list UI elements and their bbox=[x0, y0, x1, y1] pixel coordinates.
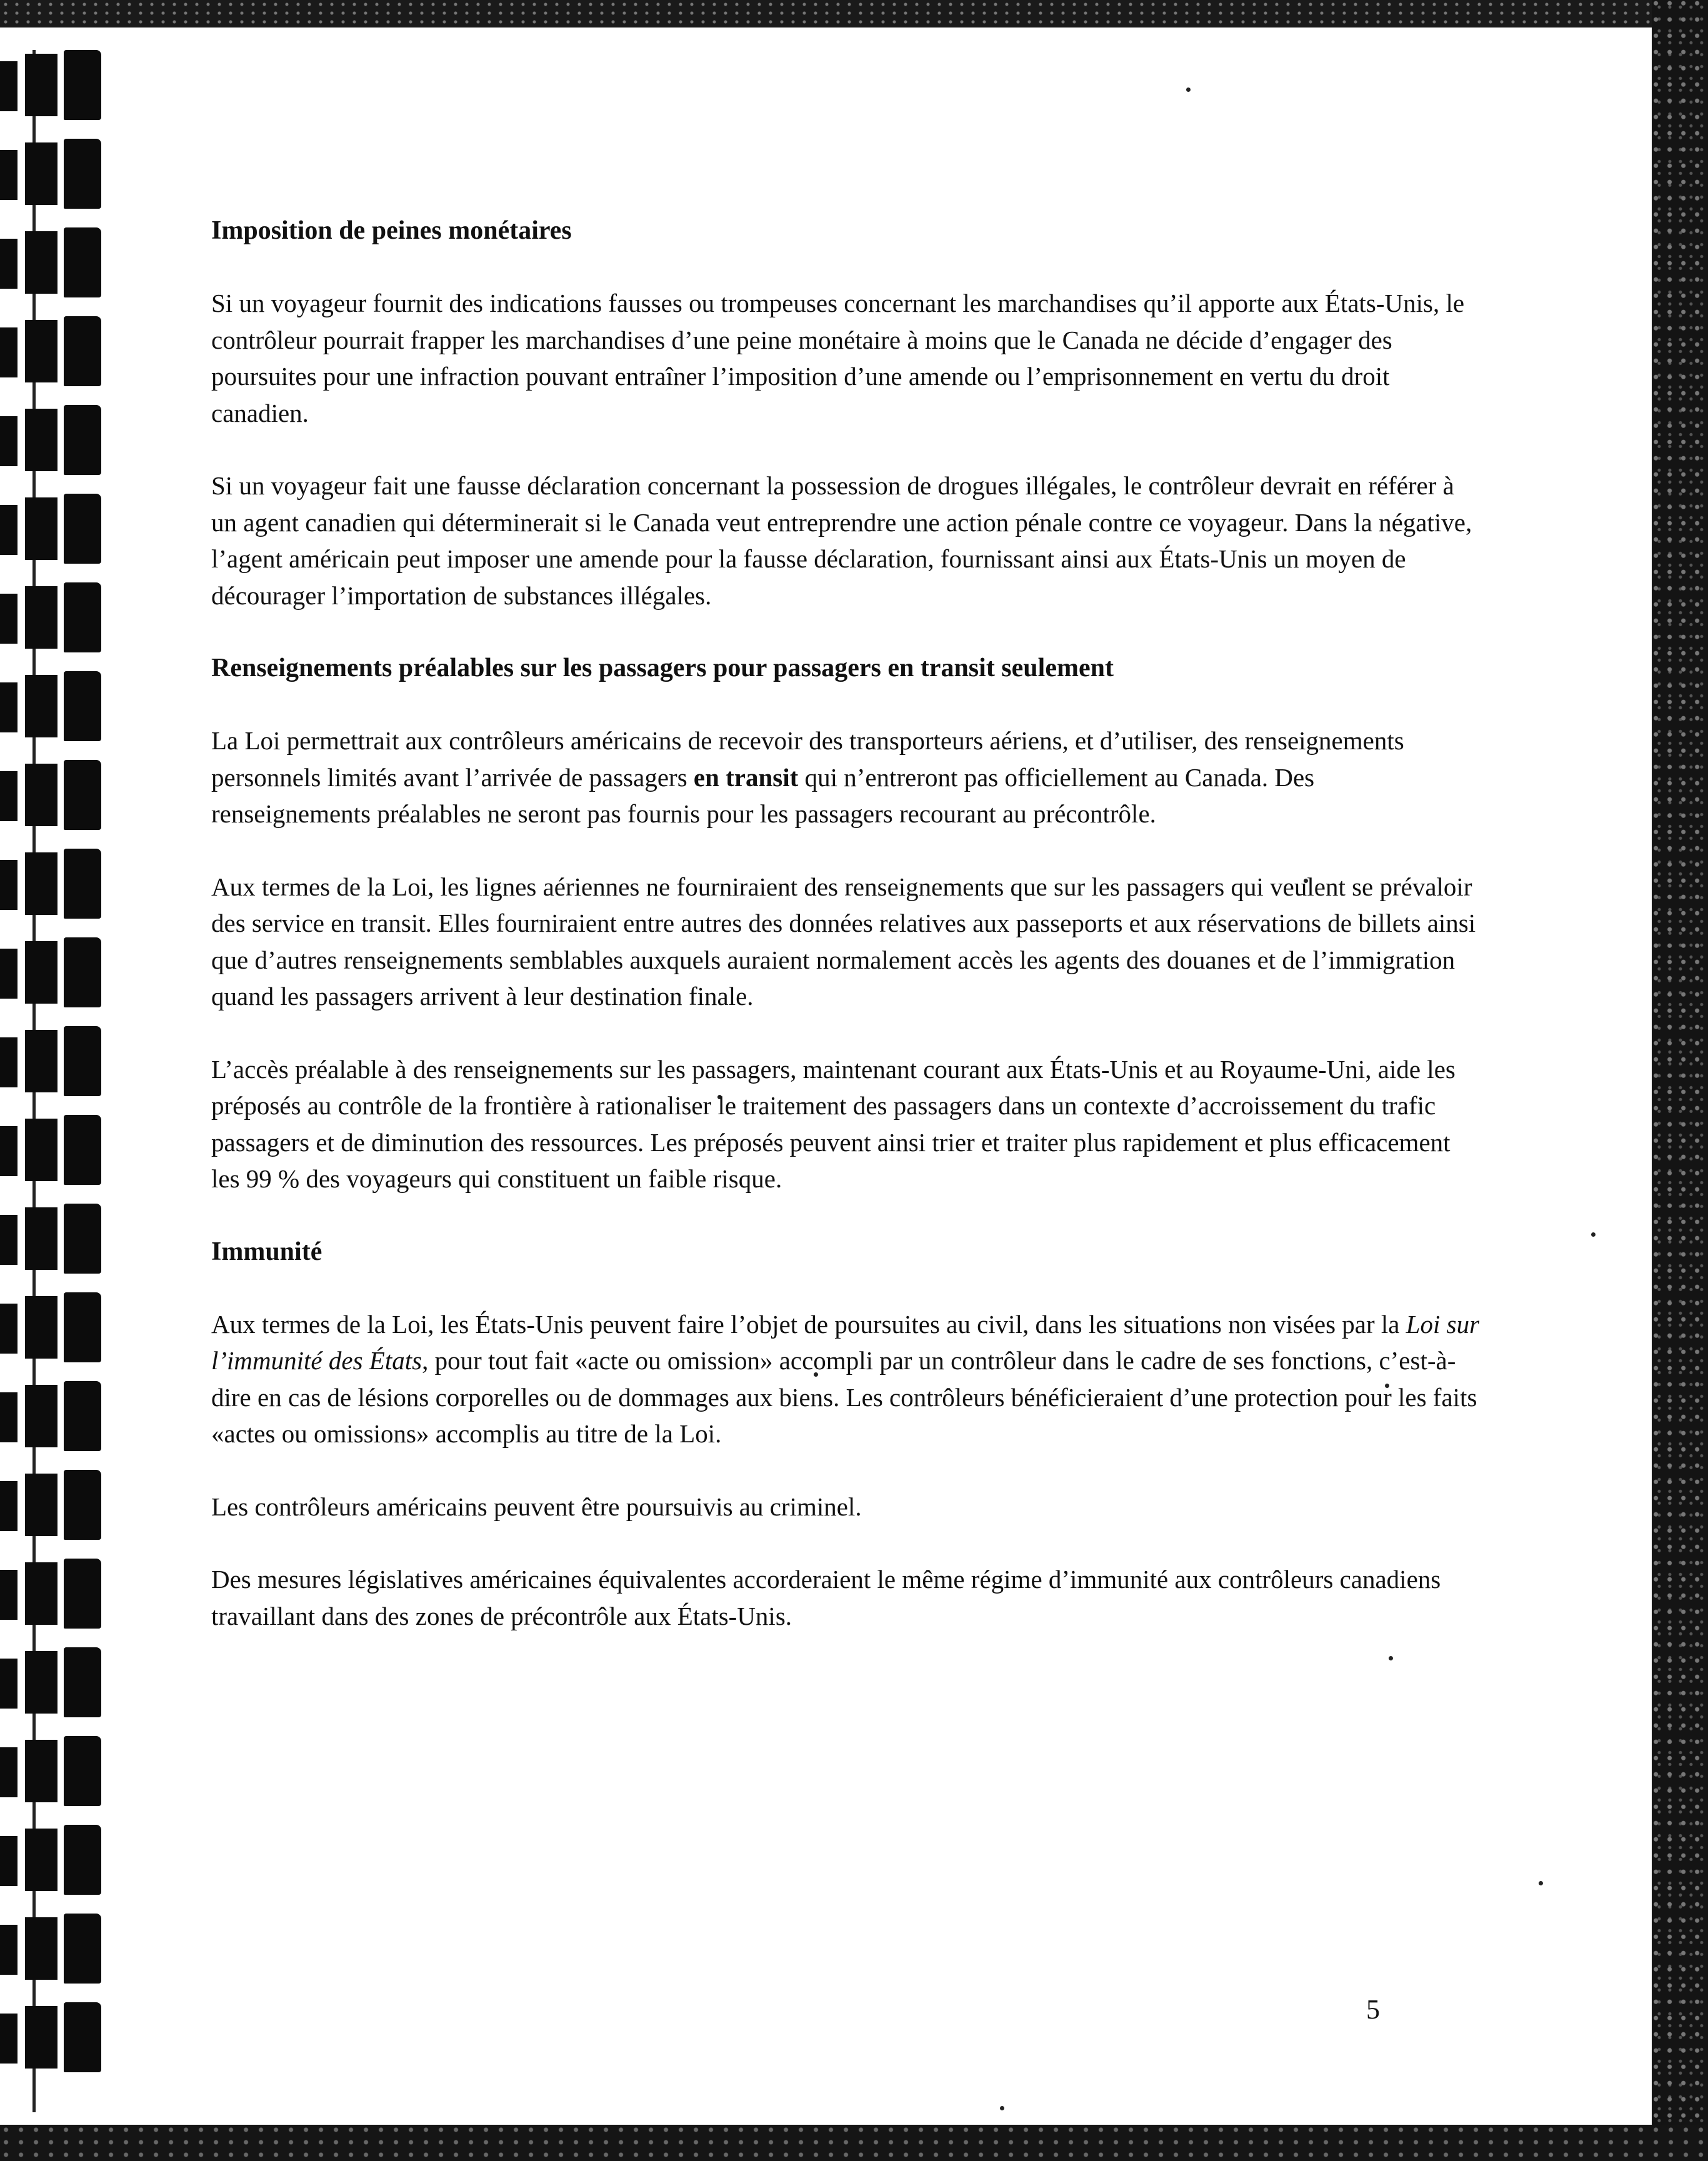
binding-ring bbox=[0, 1381, 106, 1451]
binding-ring bbox=[0, 1292, 106, 1362]
binding-ring bbox=[0, 1026, 106, 1096]
emphasis-bold: en transit bbox=[693, 762, 799, 792]
binding-ring bbox=[0, 760, 106, 830]
binding-ring bbox=[0, 1115, 106, 1185]
binding-ring bbox=[0, 1559, 106, 1629]
paragraph: Les contrôleurs américains peuvent être poursuivis au criminel. bbox=[211, 1492, 862, 1521]
binding-ring bbox=[0, 1914, 106, 1984]
binding-ring bbox=[0, 1825, 106, 1895]
binding-ring bbox=[0, 937, 106, 1007]
binding-ring bbox=[0, 227, 106, 297]
scan-border-bottom bbox=[0, 2125, 1708, 2161]
binding-ring bbox=[0, 316, 106, 386]
binding-ring bbox=[0, 1470, 106, 1540]
scan-speck bbox=[1539, 1881, 1543, 1885]
binding-ring bbox=[0, 1204, 106, 1274]
binding-ring bbox=[0, 139, 106, 209]
paragraph-text: Aux termes de la Loi, les États-Unis peuvent faire l’objet de poursuites au civil, dans les situations non visées par la bbox=[211, 1309, 1406, 1339]
binding-ring bbox=[0, 1647, 106, 1717]
scan-border-top bbox=[0, 0, 1708, 27]
paragraph-text: , pour tout fait «acte ou omission» accompli par un contrôleur dans le cadre de ses fonctions, c’est-à-dire en cas de lésions corporelles ou de dommages aux biens. Les contrôleurs bénéficieraient d’une protection pour les faits «actes ou omissions» accomplis au titre de la Loi. bbox=[211, 1346, 1477, 1448]
paragraph: Si un voyageur fournit des indications fausses ou trompeuses concernant les marchandises qu’il apporte aux États-Unis, le contrôleur pourrait frapper les marchandises d’une peine monétaire à moins que le Canada ne décide d’engager des poursuites pour une infraction pouvant entraîner l’imposition d’une amende ou l’emprisonnement en vertu du droit canadien. bbox=[211, 289, 1465, 427]
binding-ring bbox=[0, 494, 106, 564]
binding-ring bbox=[0, 2002, 106, 2072]
section-immunity bbox=[211, 1234, 1480, 1635]
paragraph: Aux termes de la Loi, les lignes aériennes ne fourniraient des renseignements que sur les passagers qui veulent se prévaloir des service en transit. Elles fourniraient entre autres des données relatives aux passeports et aux réservations de billets ainsi que d’autres renseignements semblables auxquels auraient normalement accès les agents des douanes et de l’immigration quand les passagers arrivent à leur destination finale. bbox=[211, 872, 1476, 1011]
binding-ring bbox=[0, 1736, 106, 1806]
paragraph-text: qui n’entreront pas officiellement au Canada. Des renseignements préalables ne seront pas fournis pour les passagers recourant au précontrôle. bbox=[211, 762, 1315, 828]
scan-border-right bbox=[1652, 0, 1708, 2161]
paragraph: Si un voyageur fait une fausse déclaration concernant la possession de drogues illégales, le contrôleur devrait en référer à un agent canadien qui déterminerait si le Canada veut entreprendre une action pénale contre ce voyageur. Dans la négative, l’agent américain peut imposer une amende pour la fausse déclaration, fournissant ainsi aux États-Unis un moyen de décourager l’importation de substances illégales. bbox=[211, 471, 1472, 610]
section-penalties bbox=[211, 212, 1480, 614]
section-heading: Imposition de peines monétaires bbox=[211, 216, 572, 245]
page-number: 5 bbox=[1366, 1994, 1380, 2025]
binding-ring bbox=[0, 405, 106, 475]
paragraph bbox=[211, 1306, 1480, 1452]
binding-ring bbox=[0, 582, 106, 652]
spiral-binding bbox=[0, 50, 112, 2112]
section-heading: Renseignements préalables sur les passagers pour passagers en transit seulement bbox=[211, 654, 1114, 682]
scan-speck bbox=[1591, 1232, 1596, 1237]
section-heading: Immunité bbox=[211, 1237, 322, 1266]
document-body bbox=[211, 212, 1480, 1670]
paragraph: Des mesures législatives américaines équivalentes accorderaient le même régime d’immunité aux contrôleurs canadiens travaillant dans des zones de précontrôle aux États-Unis. bbox=[211, 1565, 1441, 1630]
scan-speck bbox=[1186, 87, 1191, 92]
binding-ring bbox=[0, 849, 106, 919]
paragraph: L’accès préalable à des renseignements sur les passagers, maintenant courant aux États-Unis et au Royaume-Uni, aide les préposés au contrôle de la frontière à rationaliser le traitement des passagers dans un contexte d’accroissement du trafic passagers et de diminution des ressources. Les préposés peuvent ainsi trier et traiter plus rapidement et plus efficacement les 99 % des voyageurs qui constituent un faible risque. bbox=[211, 1054, 1456, 1193]
act-title-italic: Loi sur l’immunité des États bbox=[211, 1309, 1480, 1375]
scan-speck bbox=[1000, 2106, 1004, 2110]
paragraph bbox=[211, 722, 1480, 832]
binding-ring bbox=[0, 671, 106, 741]
binding-ring bbox=[0, 50, 106, 120]
paragraph-text: La Loi permettrait aux contrôleurs américains de recevoir des transporteurs aériens, et d’utiliser, des renseignements personnels limités avant l’arrivée de passagers bbox=[211, 726, 1404, 792]
section-advance-passenger-info bbox=[211, 650, 1480, 1197]
